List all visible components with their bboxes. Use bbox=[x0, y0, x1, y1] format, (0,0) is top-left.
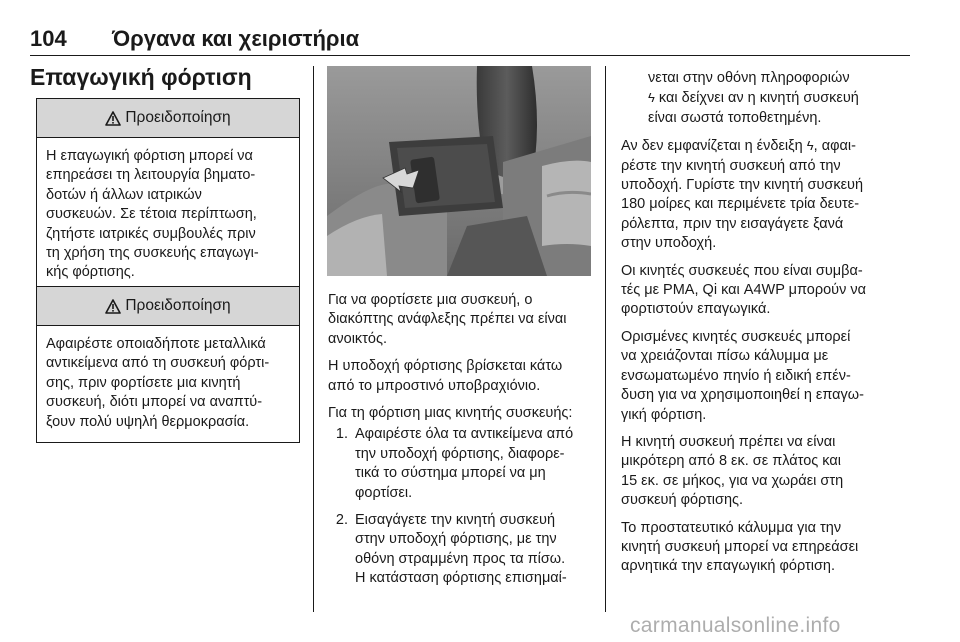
warning-box bbox=[36, 98, 300, 294]
chapter-title: Όργανα και χειριστήρια bbox=[112, 26, 360, 51]
warning-text bbox=[37, 138, 299, 293]
text-line: Οι κινητές συσκευές που είναι συμβα- bbox=[621, 262, 863, 279]
text-line: τές με PMA, Qi και A4WP μπορούν να bbox=[621, 282, 866, 299]
text-line: υποδοχή. Γυρίστε την κινητή συσκευή bbox=[621, 177, 864, 194]
text-line: ρέστε την κινητή συσκευή από την bbox=[621, 157, 841, 174]
text-line: τικά το σύστημα μπορεί να μη bbox=[355, 465, 546, 482]
text-line: κινητή συσκευή μπορεί να επηρεάσει bbox=[621, 538, 859, 555]
text-line: νεται στην οθόνη πληροφοριών bbox=[648, 70, 850, 86]
text-line: διακόπτης ανάφλεξης πρέπει να είναι bbox=[328, 311, 567, 328]
text-line: κής φόρτισης. bbox=[46, 264, 135, 281]
column-divider bbox=[313, 66, 314, 612]
text-line: συσκευή, διότι μπορεί να αναπτύ- bbox=[46, 394, 263, 411]
text-line: ξουν πολύ υψηλή θερμοκρασία. bbox=[46, 413, 250, 430]
text-line: δοτών ή άλλων ιατρικών bbox=[46, 186, 202, 203]
text-line: σης, πριν φορτίσετε μια κινητή bbox=[46, 374, 241, 391]
text-line: τη χρήση της συσκευής επαγωγι- bbox=[46, 245, 259, 262]
list-item bbox=[328, 425, 594, 503]
column-2-text bbox=[328, 291, 594, 597]
watermark: carmanualsonline.info bbox=[630, 614, 841, 637]
warning-header bbox=[37, 99, 299, 138]
text-line: Για να φορτίσετε μια συσκευή, ο bbox=[328, 292, 533, 308]
text-line: Η επαγωγική φόρτιση μπορεί να bbox=[46, 148, 253, 164]
text-line: γική φόρτιση. bbox=[621, 406, 707, 423]
text-line: Το προστατευτικό κάλυμμα για την bbox=[621, 519, 842, 536]
text-line: στην υποδοχή. bbox=[621, 235, 717, 252]
warning-triangle-icon bbox=[105, 111, 121, 126]
text-line: στην υποδοχή φόρτισης, με την bbox=[355, 531, 557, 548]
text-line: ενσωματωμένο πηνίο ή ειδική επέν- bbox=[621, 367, 851, 384]
text-line: Για τη φόρτιση μιας κινητής συσκευής: bbox=[328, 405, 573, 422]
text-line: και δείχνει αν η κινητή συσκευή bbox=[654, 90, 859, 107]
column-3-text bbox=[621, 69, 913, 585]
section-title: Επαγωγική φόρτιση bbox=[30, 64, 252, 90]
text-line: οθόνη στραμμένη προς τα πίσω. bbox=[355, 550, 566, 567]
paragraph bbox=[621, 262, 913, 320]
text-line: ζητήστε ιατρικές συμβουλές πριν bbox=[46, 225, 256, 242]
list-item bbox=[328, 511, 594, 589]
step-continuation bbox=[621, 69, 913, 128]
text-line: την υποδοχή φόρτισης, διαφορε- bbox=[355, 445, 565, 462]
warning-header bbox=[37, 287, 299, 326]
text-line: Η κινητή συσκευή πρέπει να είναι bbox=[621, 433, 836, 450]
charging-cradle-image bbox=[327, 66, 591, 276]
warning-box bbox=[36, 286, 300, 443]
text-line: Αφαιρέστε οποιαδήποτε μεταλλικά bbox=[46, 336, 266, 352]
text-line: 15 εκ. σε μήκος, για να χωράει στη bbox=[621, 472, 844, 489]
paragraph bbox=[328, 357, 594, 396]
column-divider bbox=[605, 66, 606, 612]
paragraph bbox=[328, 291, 594, 349]
text-line: από το μπροστινό υποβραχιόνιο. bbox=[328, 377, 541, 394]
paragraph bbox=[621, 136, 913, 253]
text-line: αρνητικά την επαγωγική φόρτιση. bbox=[621, 558, 835, 575]
header-divider bbox=[30, 55, 910, 56]
steps-list bbox=[328, 425, 594, 588]
text-line: ρόλεπτα, πριν την εισαγάγετε ξανά bbox=[621, 215, 844, 232]
text-line: δυση για να χρησιμοποιηθεί η επαγω- bbox=[621, 387, 864, 404]
text-line: επηρεάσει τη λειτουργία βηματο- bbox=[46, 167, 256, 184]
paragraph bbox=[621, 328, 913, 425]
warning-title: Προειδοποίηση bbox=[125, 109, 231, 126]
text-line: συσκευών. Σε τέτοια περίπτωση, bbox=[46, 206, 257, 223]
paragraph bbox=[621, 433, 913, 511]
charging-cradle-photo bbox=[327, 66, 591, 276]
text-line: 180 μοίρες και περιμένετε τρία δευτε- bbox=[621, 196, 860, 213]
warning-triangle-icon bbox=[105, 299, 121, 314]
text-line: μικρότερη από 8 εκ. σε πλάτος και bbox=[621, 453, 841, 470]
page-number: 104 bbox=[30, 26, 67, 51]
warning-title: Προειδοποίηση bbox=[125, 297, 231, 314]
page-header bbox=[30, 24, 910, 54]
step-number: 2. bbox=[335, 512, 348, 529]
text-line: Η κατάσταση φόρτισης επισημαί- bbox=[355, 570, 567, 587]
paragraph bbox=[328, 404, 594, 423]
text-line: να χρειάζονται πίσω κάλυμμα με bbox=[621, 348, 829, 365]
paragraph bbox=[621, 519, 913, 577]
charging-symbol-icon: ϟ bbox=[806, 138, 814, 154]
charging-symbol-icon: ϟ bbox=[648, 90, 655, 106]
text-line: Αφαιρέστε όλα τα αντικείμενα από bbox=[355, 426, 574, 443]
text-line: φορτίσει. bbox=[355, 484, 413, 501]
text-line: ανοικτός. bbox=[328, 330, 387, 347]
text-line: φορτιστούν επαγωγικά. bbox=[621, 301, 771, 318]
text-line: , αφαι- bbox=[813, 138, 856, 155]
step-number: 1. bbox=[335, 426, 348, 443]
text-line: Εισαγάγετε την κινητή συσκευή bbox=[355, 512, 556, 529]
warning-text bbox=[37, 326, 299, 442]
text-line: είναι σωστά τοποθετημένη. bbox=[648, 109, 822, 126]
text-line: συσκευή φόρτισης. bbox=[621, 492, 744, 509]
text-line: Ορισμένες κινητές συσκευές μπορεί bbox=[621, 328, 851, 345]
text-line: αντικείμενα από τη συσκευή φόρτι- bbox=[46, 355, 270, 372]
text-line: Αν δεν εμφανίζεται η ένδειξη bbox=[621, 138, 807, 155]
text-line: Η υποδοχή φόρτισης βρίσκεται κάτω bbox=[328, 358, 563, 375]
